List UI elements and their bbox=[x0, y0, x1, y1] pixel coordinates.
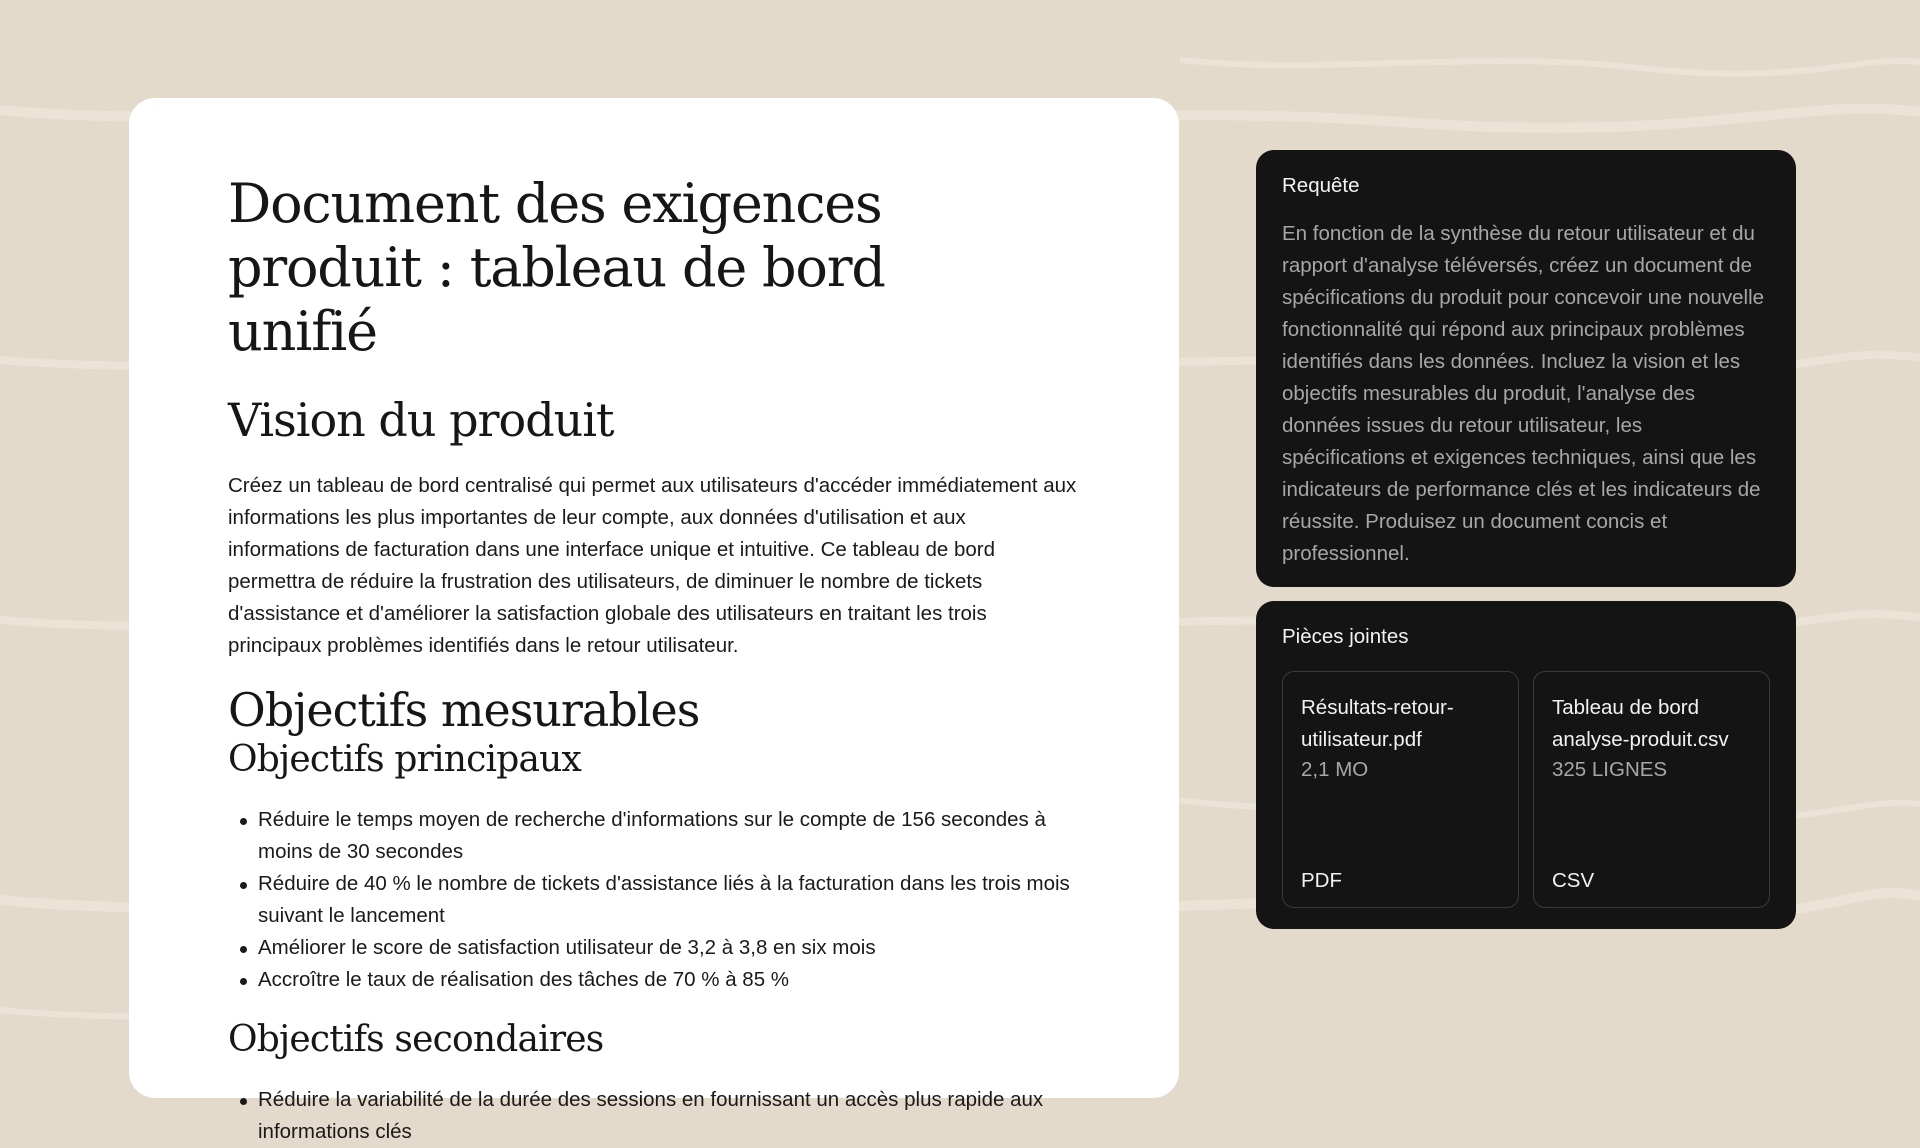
secondary-objectives-heading: Objectifs secondaires bbox=[228, 1019, 604, 1060]
vision-paragraph: Créez un tableau de bord centralisé qui permet aux utilisateurs d'accéder immédiatement aux informations les plus importantes de leur compte, aux données d'utilisation et aux informations de facturation dans une interface unique et intuitive. Ce tableau de bord permettra de réduire la frustration des utilisateurs, de diminuer le nombre de tickets d'assistance et d'améliorer la satisfaction globale des utilisateurs en traitant les trois principaux problèmes identifiés dans le retour utilisateur. bbox=[228, 474, 1077, 657]
primary-objectives-heading: Objectifs principaux bbox=[228, 739, 582, 780]
document-card bbox=[129, 98, 1179, 1143]
attachment-card-pdf[interactable] bbox=[1282, 671, 1519, 908]
attachment-type: PDF bbox=[1301, 869, 1342, 892]
vision-heading: Vision du produit bbox=[228, 393, 614, 447]
list-item: Améliorer le score de satisfaction utilisateur de 3,2 à 3,8 en six mois bbox=[228, 932, 1088, 964]
attachments-list bbox=[1282, 671, 1770, 908]
attachment-size: 2,1 MO bbox=[1301, 758, 1369, 781]
attachment-type: CSV bbox=[1552, 869, 1595, 892]
request-label: Requête bbox=[1282, 174, 1360, 197]
attachment-size: 325 LIGNES bbox=[1552, 758, 1668, 781]
attachment-filename: Résultats-retour-utilisateur.pdf bbox=[1301, 696, 1454, 751]
list-item: Réduire la variabilité de la durée des sessions en fournissant un accès plus rapide aux informations clés bbox=[228, 1084, 1088, 1148]
request-panel bbox=[1256, 150, 1796, 587]
attachments-label: Pièces jointes bbox=[1282, 625, 1409, 648]
attachments-panel bbox=[1256, 601, 1796, 929]
list-item: Réduire de 40 % le nombre de tickets d'assistance liés à la facturation dans les trois mois suivant le lancement bbox=[228, 868, 1088, 932]
document-title: Document des exigences produit : tableau de bord unifié bbox=[228, 172, 885, 363]
list-item: Accroître le taux de réalisation des tâches de 70 % à 85 % bbox=[228, 964, 1088, 996]
secondary-objectives-list bbox=[228, 1084, 1088, 1148]
request-text: En fonction de la synthèse du retour utilisateur et du rapport d'analyse téléversés, créez un document de spécifications du produit pour concevoir une nouvelle fonctionnalité qui répond aux principaux problèmes identifiés dans les données. Incluez la vision et les objectifs mesurables du produit, l'analyse des données issues du retour utilisateur, les spécifications et exigences techniques, ainsi que les indicateurs de performance clés et les indicateurs de réussite. Produisez un document concis et professionnel. bbox=[1282, 222, 1765, 565]
objectives-heading: Objectifs mesurables bbox=[228, 683, 700, 737]
list-item: Réduire le temps moyen de recherche d'informations sur le compte de 156 secondes à moins de 30 secondes bbox=[228, 804, 1088, 868]
attachment-filename: Tableau de bord analyse-produit.csv bbox=[1552, 696, 1729, 751]
attachment-card-csv[interactable] bbox=[1533, 671, 1770, 908]
primary-objectives-list bbox=[228, 804, 1088, 996]
